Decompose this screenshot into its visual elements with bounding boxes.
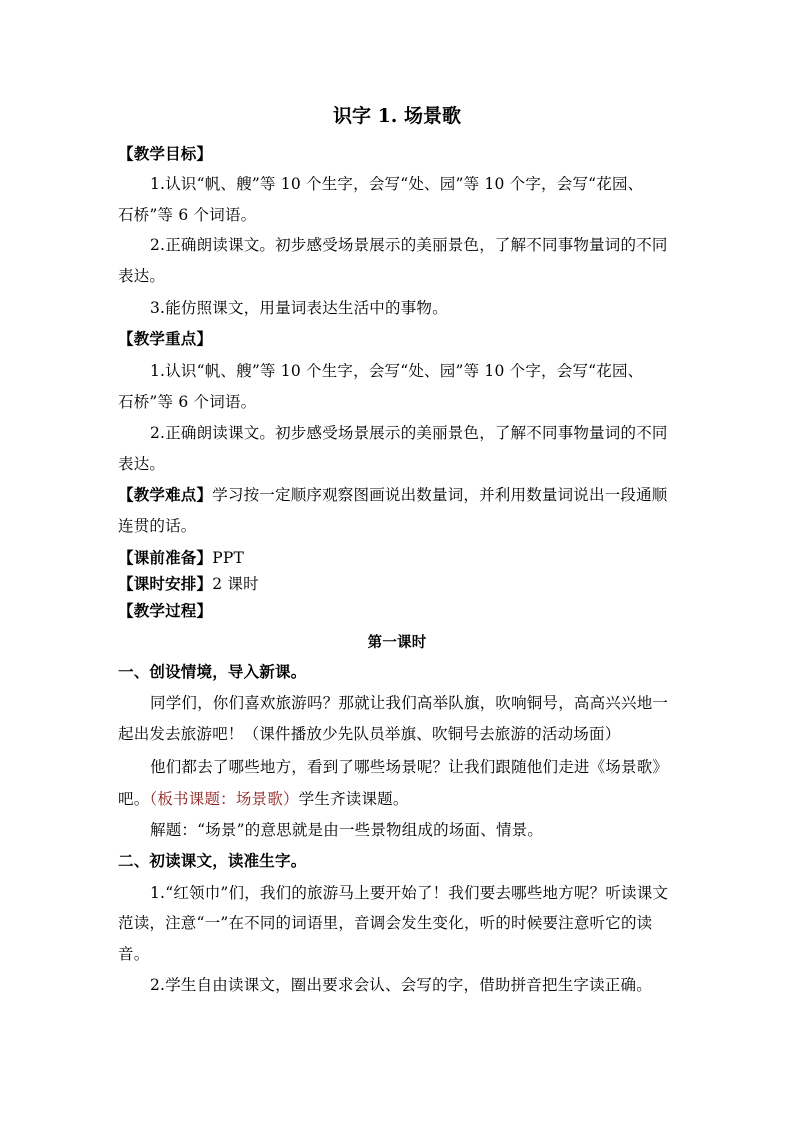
difficulty-line-1 <box>118 483 688 507</box>
paragraph-5: 2.学生自由读课文，圈出要求会认、会写的字，借助拼音把生字读正确。 <box>150 976 652 994</box>
process-heading: 【教学过程】 <box>118 601 213 620</box>
section-2-heading: 二、初读课文，读准生字。 <box>118 851 307 870</box>
board-title-note: （板书课题：场景歌） <box>149 790 299 808</box>
schedule-line <box>118 572 688 596</box>
preparation-heading: 【课前准备】 <box>118 548 213 567</box>
objectives-item-1-line-1: 1.认识“帆、艘”等 10 个生字，会写“处、园”等 10 个字，会写“花园、 <box>150 175 644 193</box>
preparation-line <box>118 546 688 570</box>
paragraph-2-text-a: 吧。 <box>118 790 150 808</box>
paragraph-1-line-1: 同学们，你们喜欢旅游吗？那就让我们高举队旗，吹响铜号，高高兴兴地一 <box>150 694 669 712</box>
paragraph-2-text-b: 学生齐读课题。 <box>298 790 409 808</box>
objectives-item-2-line-1: 2.正确朗读课文。初步感受场景展示的美丽景色，了解不同事物量词的不同 <box>150 236 668 254</box>
objectives-item-1-line-2: 石桥”等 6 个词语。 <box>118 206 257 224</box>
keypoints-heading: 【教学重点】 <box>118 329 213 348</box>
paragraph-4-line-3: 音。 <box>118 945 150 963</box>
paragraph-4-line-2: 范读，注意“一”在不同的词语里，音调会发生变化，听的时候要注意听它的读 <box>118 914 653 932</box>
objectives-heading: 【教学目标】 <box>118 144 213 163</box>
paragraph-3: 解题：“场景”的意思就是由一些景物组成的场面、情景。 <box>150 821 544 839</box>
paragraph-2-line-1: 他们都去了哪些地方，看到了哪些场景呢？让我们跟随他们走进《场景歌》 <box>150 758 669 776</box>
difficulty-heading: 【教学难点】 <box>118 485 213 504</box>
schedule-heading: 【课时安排】 <box>118 574 213 593</box>
difficulty-line-2: 连贯的话。 <box>118 517 197 535</box>
lesson-1-heading: 第一课时 <box>367 634 427 651</box>
keypoints-item-2-line-2: 表达。 <box>118 455 166 473</box>
keypoints-item-1-line-1: 1.认识“帆、艘”等 10 个生字，会写“处、园”等 10 个字，会写“花园、 <box>150 362 644 380</box>
difficulty-text-1: 学习按一定顺序观察图画说出数量词，并利用数量词说出一段通顺 <box>212 486 668 504</box>
preparation-text: PPT <box>212 549 244 567</box>
section-1-heading: 一、创设情境，导入新课。 <box>118 662 307 681</box>
schedule-text: 2 课时 <box>212 575 259 593</box>
paragraph-1-line-2: 起出发去旅游吧！（课件播放少先队员举旗、吹铜号去旅游的活动场面） <box>118 725 621 743</box>
keypoints-item-1-line-2: 石桥”等 6 个词语。 <box>118 393 257 411</box>
keypoints-item-2-line-1: 2.正确朗读课文。初步感受场景展示的美丽景色，了解不同事物量词的不同 <box>150 424 668 442</box>
objectives-item-2-line-2: 表达。 <box>118 267 166 285</box>
objectives-item-3: 3.能仿照课文，用量词表达生活中的事物。 <box>150 299 448 317</box>
paragraph-4-line-1: 1.“红领巾”们，我们的旅游马上要开始了！我们要去哪些地方呢？听读课文 <box>150 884 669 902</box>
paragraph-2-line-2 <box>118 787 688 811</box>
page-title: 识字 1. 场景歌 <box>332 105 462 127</box>
